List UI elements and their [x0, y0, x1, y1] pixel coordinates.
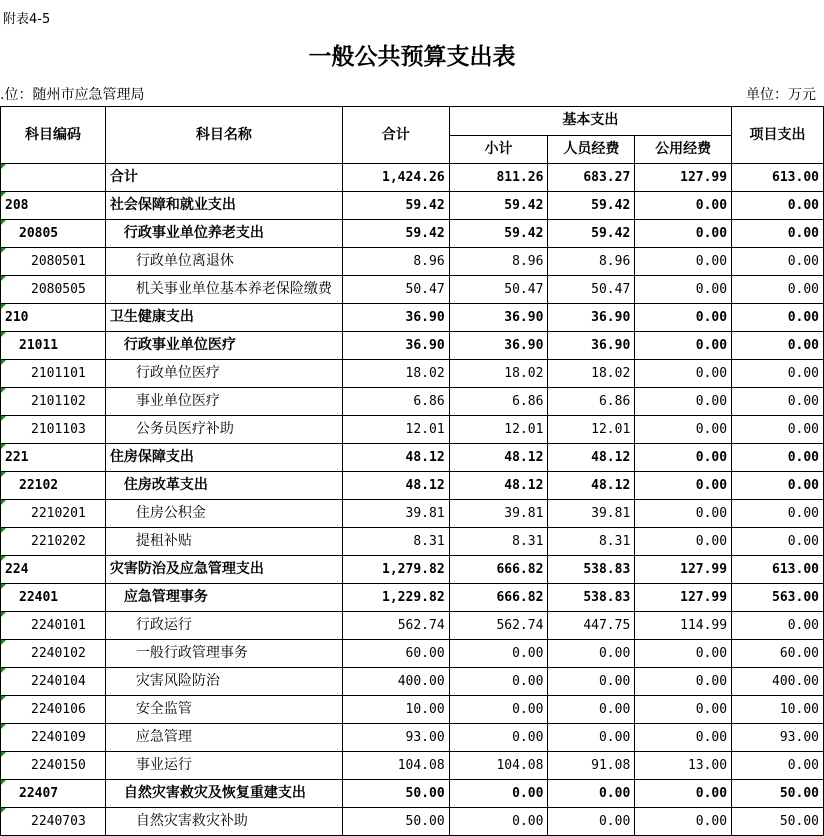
- cell-subtotal: 562.74: [449, 612, 548, 640]
- cell-code: 2240150: [1, 752, 106, 780]
- cell-total: 8.31: [342, 528, 449, 556]
- table-row: [1, 528, 824, 556]
- cell-public: 0.00: [635, 444, 732, 472]
- cell-project: 60.00: [732, 640, 824, 668]
- cell-total: 562.74: [342, 612, 449, 640]
- cell-code: 22401: [1, 584, 106, 612]
- cell-project: 50.00: [732, 808, 824, 836]
- cell-public: 13.00: [635, 752, 732, 780]
- cell-project: 50.00: [732, 780, 824, 808]
- cell-name: 住房公积金: [105, 500, 342, 528]
- cell-subtotal: 59.42: [449, 192, 548, 220]
- cell-code: 21011: [1, 332, 106, 360]
- cell-total: 1,424.26: [342, 164, 449, 192]
- appendix-label: 附表4-5: [3, 12, 51, 27]
- cell-project: 10.00: [732, 696, 824, 724]
- cell-project: 563.00: [732, 584, 824, 612]
- cell-code: 2210202: [1, 528, 106, 556]
- cell-total: 50.00: [342, 808, 449, 836]
- cell-public: 0.00: [635, 220, 732, 248]
- cell-code: 2240109: [1, 724, 106, 752]
- cell-public: 0.00: [635, 724, 732, 752]
- cell-project: 0.00: [732, 220, 824, 248]
- cell-subtotal: 18.02: [449, 360, 548, 388]
- cell-name: 事业运行: [105, 752, 342, 780]
- cell-public: 0.00: [635, 192, 732, 220]
- cell-project: 0.00: [732, 416, 824, 444]
- cell-personnel: 6.86: [548, 388, 635, 416]
- table-row: [1, 360, 824, 388]
- cell-subtotal: 12.01: [449, 416, 548, 444]
- cell-personnel: 8.31: [548, 528, 635, 556]
- table-row: [1, 500, 824, 528]
- cell-name: 行政运行: [105, 612, 342, 640]
- table-row: [1, 752, 824, 780]
- cell-name: 行政事业单位医疗: [105, 332, 342, 360]
- cell-name: 自然灾害救灾补助: [105, 808, 342, 836]
- cell-total: 10.00: [342, 696, 449, 724]
- cell-code: 2101101: [1, 360, 106, 388]
- col-header-subtotal: 小计: [449, 135, 548, 164]
- cell-name: 行政事业单位养老支出: [105, 220, 342, 248]
- table-row: [1, 696, 824, 724]
- cell-name: 卫生健康支出: [105, 304, 342, 332]
- cell-project: 0.00: [732, 612, 824, 640]
- cell-total: 59.42: [342, 192, 449, 220]
- cell-subtotal: 0.00: [449, 668, 548, 696]
- unit-name: .位：随州市应急管理局: [0, 87, 145, 103]
- cell-public: 0.00: [635, 780, 732, 808]
- cell-code: 224: [1, 556, 106, 584]
- table-row: [1, 276, 824, 304]
- cell-subtotal: 8.96: [449, 248, 548, 276]
- cell-public: 0.00: [635, 304, 732, 332]
- cell-subtotal: 50.47: [449, 276, 548, 304]
- cell-project: 0.00: [732, 276, 824, 304]
- cell-project: 0.00: [732, 528, 824, 556]
- cell-subtotal: 39.81: [449, 500, 548, 528]
- cell-personnel: 538.83: [548, 556, 635, 584]
- cell-project: 0.00: [732, 752, 824, 780]
- cell-name: 自然灾害救灾及恢复重建支出: [105, 780, 342, 808]
- cell-subtotal: 0.00: [449, 696, 548, 724]
- table-row: [1, 164, 824, 192]
- cell-public: 0.00: [635, 668, 732, 696]
- col-header-public: 公用经费: [635, 135, 732, 164]
- cell-personnel: 48.12: [548, 444, 635, 472]
- cell-project: 0.00: [732, 360, 824, 388]
- cell-name: 行政单位医疗: [105, 360, 342, 388]
- cell-code: 22102: [1, 472, 106, 500]
- cell-total: 6.86: [342, 388, 449, 416]
- cell-total: 60.00: [342, 640, 449, 668]
- table-row: [1, 584, 824, 612]
- cell-code: 2240106: [1, 696, 106, 724]
- cell-total: 1,229.82: [342, 584, 449, 612]
- cell-public: 0.00: [635, 696, 732, 724]
- table-row: [1, 612, 824, 640]
- cell-personnel: 0.00: [548, 696, 635, 724]
- cell-subtotal: 8.31: [449, 528, 548, 556]
- cell-project: 0.00: [732, 500, 824, 528]
- cell-code: 2240101: [1, 612, 106, 640]
- cell-public: 0.00: [635, 528, 732, 556]
- cell-subtotal: 0.00: [449, 724, 548, 752]
- cell-total: 48.12: [342, 444, 449, 472]
- cell-total: 59.42: [342, 220, 449, 248]
- cell-name: 机关事业单位基本养老保险缴费: [105, 276, 342, 304]
- cell-personnel: 0.00: [548, 780, 635, 808]
- cell-total: 93.00: [342, 724, 449, 752]
- table-row: [1, 556, 824, 584]
- cell-code: 2080501: [1, 248, 106, 276]
- table-row: [1, 192, 824, 220]
- cell-name: 公务员医疗补助: [105, 416, 342, 444]
- table-row: [1, 724, 824, 752]
- cell-subtotal: 666.82: [449, 556, 548, 584]
- cell-project: 613.00: [732, 556, 824, 584]
- cell-public: 0.00: [635, 388, 732, 416]
- cell-total: 18.02: [342, 360, 449, 388]
- cell-personnel: 12.01: [548, 416, 635, 444]
- cell-subtotal: 0.00: [449, 640, 548, 668]
- cell-public: 114.99: [635, 612, 732, 640]
- cell-public: 0.00: [635, 640, 732, 668]
- cell-public: 0.00: [635, 276, 732, 304]
- cell-name: 事业单位医疗: [105, 388, 342, 416]
- cell-personnel: 0.00: [548, 640, 635, 668]
- cell-project: 0.00: [732, 332, 824, 360]
- table-body: [1, 164, 824, 836]
- cell-personnel: 59.42: [548, 192, 635, 220]
- cell-name: 社会保障和就业支出: [105, 192, 342, 220]
- cell-code: 2240102: [1, 640, 106, 668]
- cell-total: 50.00: [342, 780, 449, 808]
- cell-total: 104.08: [342, 752, 449, 780]
- cell-personnel: 538.83: [548, 584, 635, 612]
- cell-personnel: 0.00: [548, 724, 635, 752]
- cell-code: [1, 164, 106, 192]
- cell-name: 住房保障支出: [105, 444, 342, 472]
- cell-personnel: 39.81: [548, 500, 635, 528]
- cell-public: 0.00: [635, 416, 732, 444]
- currency-unit: 单位：万元: [746, 87, 816, 103]
- cell-code: 2101103: [1, 416, 106, 444]
- cell-total: 48.12: [342, 472, 449, 500]
- cell-personnel: 683.27: [548, 164, 635, 192]
- cell-personnel: 50.47: [548, 276, 635, 304]
- cell-personnel: 0.00: [548, 668, 635, 696]
- cell-public: 0.00: [635, 360, 732, 388]
- cell-name: 行政单位离退休: [105, 248, 342, 276]
- cell-project: 0.00: [732, 192, 824, 220]
- cell-code: 2101102: [1, 388, 106, 416]
- cell-project: 0.00: [732, 304, 824, 332]
- cell-name: 应急管理事务: [105, 584, 342, 612]
- col-header-personnel: 人员经费: [548, 135, 635, 164]
- cell-name: 安全监管: [105, 696, 342, 724]
- table-row: [1, 220, 824, 248]
- cell-personnel: 48.12: [548, 472, 635, 500]
- cell-subtotal: 811.26: [449, 164, 548, 192]
- cell-subtotal: 0.00: [449, 780, 548, 808]
- cell-code: 221: [1, 444, 106, 472]
- cell-subtotal: 36.90: [449, 332, 548, 360]
- cell-total: 36.90: [342, 332, 449, 360]
- cell-name: 一般行政管理事务: [105, 640, 342, 668]
- cell-code: 208: [1, 192, 106, 220]
- cell-public: 0.00: [635, 248, 732, 276]
- cell-name: 灾害风险防治: [105, 668, 342, 696]
- cell-subtotal: 48.12: [449, 472, 548, 500]
- cell-personnel: 36.90: [548, 304, 635, 332]
- table-row: [1, 248, 824, 276]
- cell-total: 1,279.82: [342, 556, 449, 584]
- cell-code: 2240104: [1, 668, 106, 696]
- cell-code: 20805: [1, 220, 106, 248]
- cell-public: 0.00: [635, 332, 732, 360]
- table-row: [1, 472, 824, 500]
- cell-project: 613.00: [732, 164, 824, 192]
- cell-code: 22407: [1, 780, 106, 808]
- cell-subtotal: 104.08: [449, 752, 548, 780]
- cell-public: 0.00: [635, 808, 732, 836]
- cell-project: 0.00: [732, 388, 824, 416]
- table-row: [1, 668, 824, 696]
- cell-total: 8.96: [342, 248, 449, 276]
- table-row: [1, 780, 824, 808]
- table-row: [1, 444, 824, 472]
- cell-personnel: 91.08: [548, 752, 635, 780]
- cell-public: 127.99: [635, 584, 732, 612]
- cell-subtotal: 59.42: [449, 220, 548, 248]
- cell-project: 0.00: [732, 444, 824, 472]
- cell-total: 39.81: [342, 500, 449, 528]
- col-header-basic: 基本支出: [449, 107, 731, 136]
- cell-subtotal: 0.00: [449, 808, 548, 836]
- cell-name: 提租补贴: [105, 528, 342, 556]
- table-row: [1, 332, 824, 360]
- cell-subtotal: 6.86: [449, 388, 548, 416]
- cell-total: 400.00: [342, 668, 449, 696]
- cell-personnel: 447.75: [548, 612, 635, 640]
- cell-code: 2210201: [1, 500, 106, 528]
- cell-personnel: 59.42: [548, 220, 635, 248]
- cell-public: 127.99: [635, 556, 732, 584]
- cell-project: 400.00: [732, 668, 824, 696]
- cell-total: 50.47: [342, 276, 449, 304]
- cell-personnel: 0.00: [548, 808, 635, 836]
- expenditure-table: [0, 106, 824, 836]
- cell-public: 0.00: [635, 500, 732, 528]
- table-row: [1, 416, 824, 444]
- cell-project: 0.00: [732, 248, 824, 276]
- cell-subtotal: 36.90: [449, 304, 548, 332]
- cell-personnel: 8.96: [548, 248, 635, 276]
- cell-name: 应急管理: [105, 724, 342, 752]
- cell-code: 2080505: [1, 276, 106, 304]
- table-row: [1, 640, 824, 668]
- table-row: [1, 388, 824, 416]
- cell-subtotal: 48.12: [449, 444, 548, 472]
- cell-personnel: 36.90: [548, 332, 635, 360]
- col-header-project: 项目支出: [732, 107, 824, 164]
- cell-name: 住房改革支出: [105, 472, 342, 500]
- cell-subtotal: 666.82: [449, 584, 548, 612]
- cell-project: 93.00: [732, 724, 824, 752]
- cell-public: 127.99: [635, 164, 732, 192]
- cell-total: 12.01: [342, 416, 449, 444]
- cell-total: 36.90: [342, 304, 449, 332]
- col-header-name: 科目名称: [105, 107, 342, 164]
- table-row: [1, 808, 824, 836]
- page-title: 一般公共预算支出表: [308, 43, 516, 70]
- cell-code: 2240703: [1, 808, 106, 836]
- cell-code: 210: [1, 304, 106, 332]
- cell-personnel: 18.02: [548, 360, 635, 388]
- cell-name: 灾害防治及应急管理支出: [105, 556, 342, 584]
- cell-name: 合计: [105, 164, 342, 192]
- col-header-code: 科目编码: [1, 107, 106, 164]
- table-row: [1, 304, 824, 332]
- cell-project: 0.00: [732, 472, 824, 500]
- cell-public: 0.00: [635, 472, 732, 500]
- col-header-total: 合计: [342, 107, 449, 164]
